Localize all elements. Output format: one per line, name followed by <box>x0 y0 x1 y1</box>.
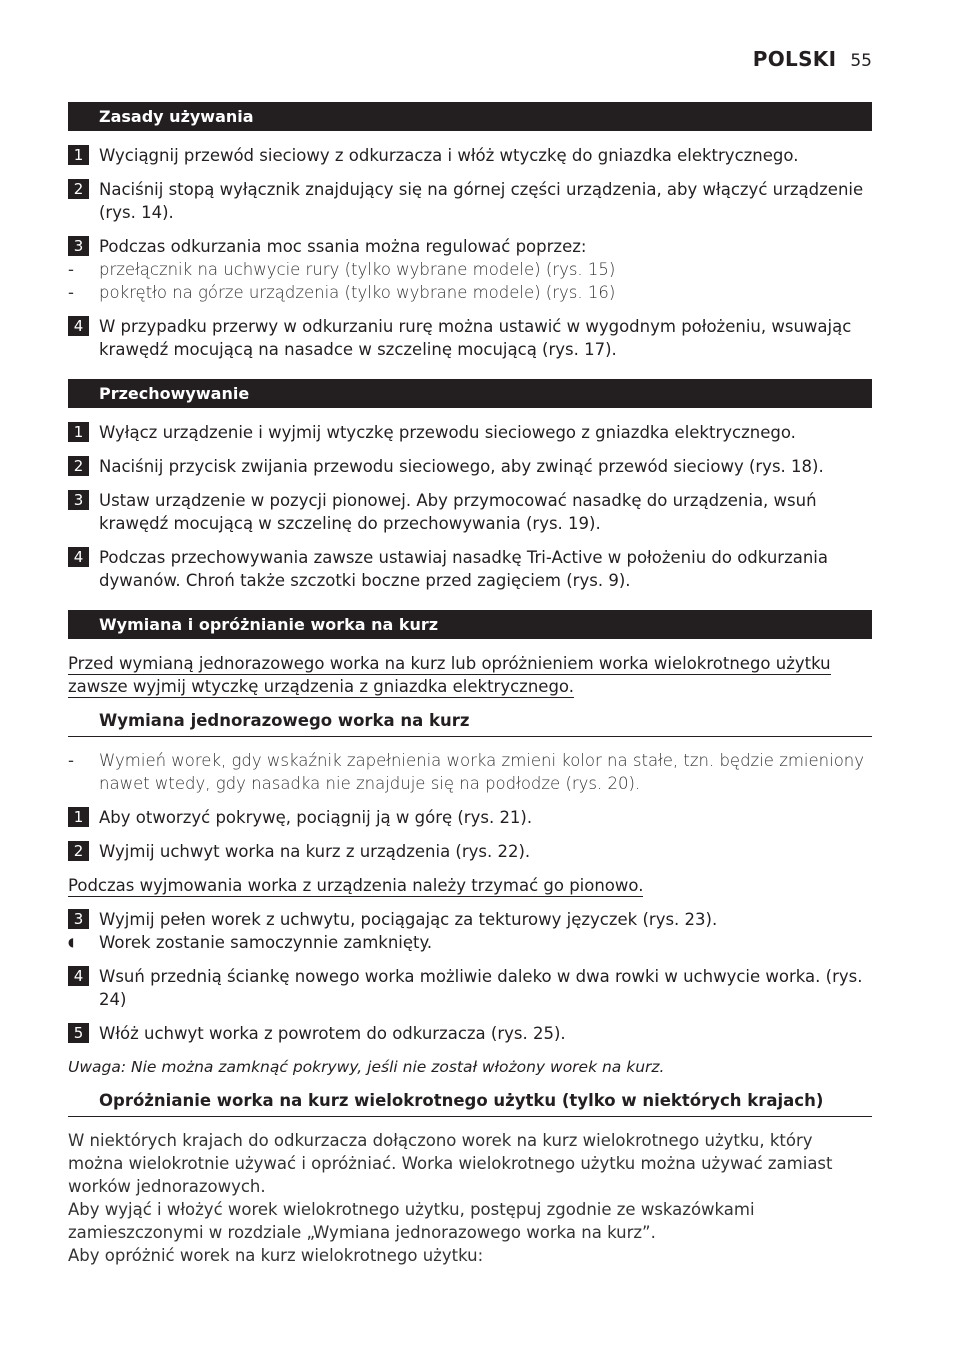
step-text: Podczas odkurzania moc ssania można regulować poprzez: <box>99 237 587 256</box>
dash-marker: - <box>68 751 74 770</box>
step-number: 4 <box>68 966 89 986</box>
dash-marker: - <box>68 260 74 279</box>
language-label: POLSKI <box>752 47 837 71</box>
list-item: - Wymień worek, gdy wskaźnik zapełnienia worka zmieni kolor na stałe, tzn. będzie zmieniony nawet wtedy, gdy nasadka nie znajduje się na podłodze (rys. 20). <box>68 751 865 793</box>
list-item: - pokrętło na górze urządzenia (tylko wybrane modele) (rys. 16) <box>68 283 616 302</box>
paragraph: Aby wyjąć i włożyć worek wielokrotnego użytku, postępuj zgodnie ze wskazówkami zamieszczonymi w rozdziale „Wymiana jednorazowego worka na kurz”. <box>68 1200 755 1242</box>
step-number: 3 <box>68 236 89 256</box>
step-text: Podczas przechowywania zawsze ustawiaj nasadkę Tri-Active w położeniu do odkurzania dywanów. Chroń także szczotki boczne przed zagięciem (rys. 9). <box>99 548 828 590</box>
step-3 <box>68 489 872 535</box>
step-number: 2 <box>68 179 89 199</box>
warning-text: Podczas wyjmowania worka z urządzenia należy trzymać go pionowo. <box>68 876 644 895</box>
step-number: 1 <box>68 422 89 442</box>
step-text: Aby otworzyć pokrywę, pociągnij ją w górę (rys. 21). <box>99 808 533 827</box>
step-1 <box>68 806 872 829</box>
page-header <box>753 47 872 71</box>
step-4 <box>68 546 872 592</box>
step-2 <box>68 455 872 478</box>
list-item: - przełącznik na uchwycie rury (tylko wybrane modele) (rys. 15) <box>68 260 616 279</box>
paragraph: W niektórych krajach do odkurzacza dołączono worek na kurz wielokrotnego użytku, który można wielokrotnie używać i opróżniać. Worka wielokrotnego użytku można używać zamiast worków jednorazowych. <box>68 1131 833 1196</box>
note-text: Uwaga: Nie można zamknąć pokrywy, jeśli nie został włożony worek na kurz. <box>68 1058 665 1076</box>
manual-content <box>68 102 872 1267</box>
step-text: Wyciągnij przewód sieciowy z odkurzacza i włóż wtyczkę do gniazdka elektrycznego. <box>99 146 799 165</box>
step-text: Wsuń przednią ściankę nowego worka możliwie daleko w dwa rowki w uchwycie worka. (rys. 24) <box>99 967 863 1009</box>
step-2 <box>68 178 872 224</box>
step-text: Włóż uchwyt worka z powrotem do odkurzacza (rys. 25). <box>99 1024 566 1043</box>
step-2 <box>68 840 872 863</box>
section-heading-usage: Zasady używania <box>68 102 872 131</box>
step-text: Naciśnij stopą wyłącznik znajdujący się na górnej części urządzenia, aby włączyć urządzenie (rys. 14). <box>99 180 864 222</box>
step-number: 3 <box>68 909 89 929</box>
step-3 <box>68 235 872 258</box>
step-text: Wyjmij uchwyt worka na kurz z urządzenia (rys. 22). <box>99 842 531 861</box>
step-text: Ustaw urządzenie w pozycji pionowej. Aby przymocować nasadkę do urządzenia, wsuń krawędź mocującą w szczelinę do przechowywania (rys. 19). <box>99 491 817 533</box>
warning-text: Przed wymianą jednorazowego worka na kurz lub opróżnieniem worka wielokrotnego użytku zawsze wyjmij wtyczkę urządzenia z gniazdka elektrycznego. <box>68 654 831 696</box>
step-3-options <box>68 258 872 304</box>
step-4 <box>68 965 872 1011</box>
step-number: 1 <box>68 145 89 165</box>
step-1 <box>68 421 872 444</box>
dash-marker: - <box>68 283 74 302</box>
result-arrow-icon: ◖ <box>68 935 75 949</box>
step-number: 2 <box>68 841 89 861</box>
paragraph: Aby opróżnić worek na kurz wielokrotnego użytku: <box>68 1246 484 1265</box>
step-number: 1 <box>68 807 89 827</box>
step-1 <box>68 144 872 167</box>
step-number: 5 <box>68 1023 89 1043</box>
step-5 <box>68 1022 872 1045</box>
step-text: W przypadku przerwy w odkurzaniu rurę można ustawić w wygodnym położeniu, wsuwając krawędź mocującą na nasadce w szczelinę mocującą (rys. 17). <box>99 317 852 359</box>
step-number: 3 <box>68 490 89 510</box>
step-text: Wyjmij pełen worek z uchwytu, pociągając za tekturowy języczek (rys. 23). <box>99 910 718 929</box>
page-number: 55 <box>850 51 872 71</box>
step-text: Wyłącz urządzenie i wyjmij wtyczkę przewodu sieciowego z gniazdka elektrycznego. <box>99 423 796 442</box>
subheading-disposable-bag: Wymiana jednorazowego worka na kurz <box>68 709 872 737</box>
section-heading-bag: Wymiana i opróżnianie worka na kurz <box>68 610 872 639</box>
step-number: 2 <box>68 456 89 476</box>
subheading-reusable-bag: Opróżnianie worka na kurz wielokrotnego użytku (tylko w niektórych krajach) <box>68 1089 872 1117</box>
step-text: Naciśnij przycisk zwijania przewodu sieciowego, aby zwinąć przewód sieciowy (rys. 18). <box>99 457 824 476</box>
step-number: 4 <box>68 547 89 567</box>
section-heading-storage: Przechowywanie <box>68 379 872 408</box>
step-4 <box>68 315 872 361</box>
result-item: ◖ Worek zostanie samoczynnie zamknięty. <box>68 933 433 952</box>
step-number: 4 <box>68 316 89 336</box>
step-3 <box>68 908 872 931</box>
